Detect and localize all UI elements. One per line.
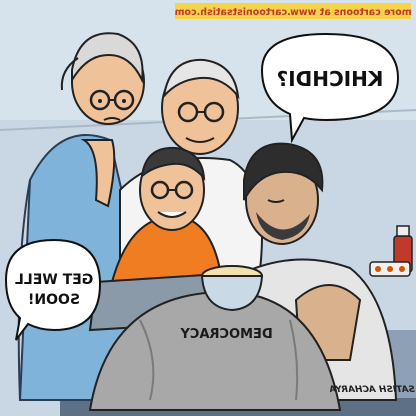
- blanket-label: DEMOCRACY: [180, 327, 273, 342]
- signature-text: SATISH ACHARYA: [329, 385, 415, 395]
- signature: [329, 385, 415, 395]
- pill-strip-icon: [370, 262, 410, 276]
- credit-banner-text: more cartoons at www.cartoonistsatish.com: [174, 7, 412, 18]
- get-well-text-line-1: GET WELL: [14, 272, 94, 288]
- get-well-text-line-2: SOON!: [28, 292, 80, 308]
- khichdi-text: KHICHDI?: [276, 67, 384, 91]
- credit-banner: [175, 3, 412, 19]
